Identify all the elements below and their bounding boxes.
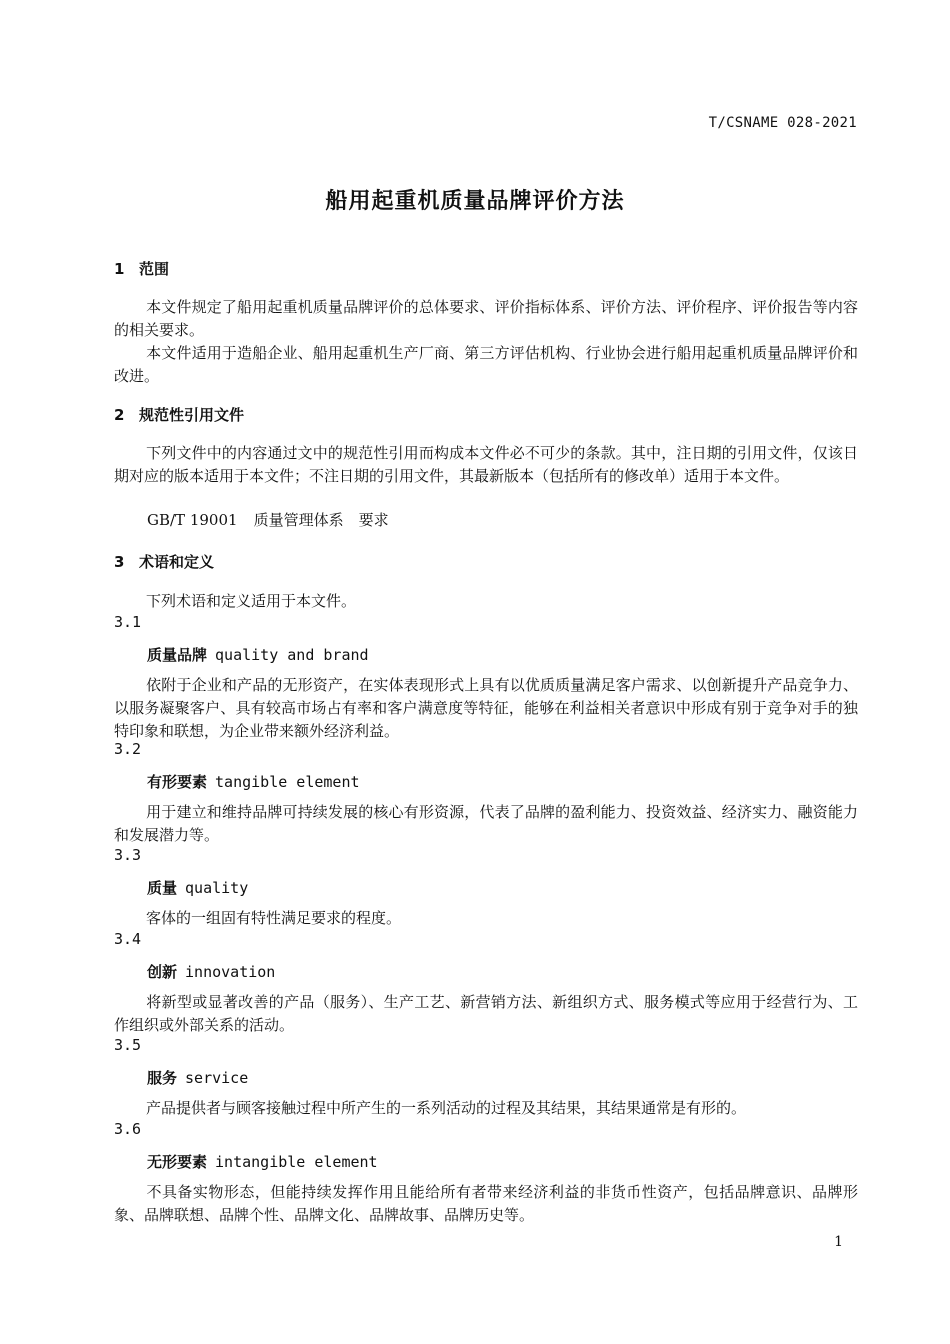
term-3-5 xyxy=(147,1067,248,1088)
section-1-paragraph-1: 本文件规定了船用起重机质量品牌评价的总体要求、评价指标体系、评价方法、评价程序、评价报告等内容的相关要求。 xyxy=(114,298,858,339)
section-1-heading xyxy=(114,258,169,279)
term-3-3 xyxy=(147,877,248,898)
term-definition: 客体的一组固有特性满足要求的程度。 xyxy=(146,909,402,927)
term-chinese: 创新 xyxy=(147,963,178,981)
term-3-6 xyxy=(147,1151,378,1172)
normative-reference xyxy=(147,509,389,530)
section-1-paragraph-2: 本文件适用于造船企业、船用起重机生产厂商、第三方评估机构、行业协会进行船用起重机质量品牌评价和改进。 xyxy=(114,344,858,385)
term-3-4 xyxy=(147,961,275,982)
standard-number: T/CSNAME 028-2021 xyxy=(708,115,857,131)
page-number: 1 xyxy=(834,1234,843,1250)
term-chinese: 质量品牌 xyxy=(147,646,208,664)
clause-number: 3.2 xyxy=(114,740,142,758)
term-chinese: 无形要素 xyxy=(147,1153,208,1171)
term-definition: 用于建立和维持品牌可持续发展的核心有形资源，代表了品牌的盈利能力、投资效益、经济实力、融资能力和发展潜力等。 xyxy=(114,803,858,844)
term-3-1 xyxy=(147,644,369,665)
section-title: 范围 xyxy=(139,260,170,278)
term-english: intangible element xyxy=(215,1153,378,1171)
section-number: 3 xyxy=(114,553,125,571)
section-number: 1 xyxy=(114,260,125,278)
term-english: innovation xyxy=(185,963,276,981)
section-title: 规范性引用文件 xyxy=(139,406,245,424)
section-3-intro: 下列术语和定义适用于本文件。 xyxy=(146,592,357,610)
term-chinese: 质量 xyxy=(147,879,178,897)
term-english: quality and brand xyxy=(215,646,369,664)
clause-number: 3.1 xyxy=(114,613,142,631)
clause-number: 3.3 xyxy=(114,846,142,864)
term-definition: 将新型或显著改善的产品（服务）、生产工艺、新营销方法、新组织方式、服务模式等应用于经营行为、工作组织或外部关系的活动。 xyxy=(114,993,858,1034)
term-definition: 不具备实物形态，但能持续发挥作用且能给所有者带来经济利益的非货币性资产，包括品牌意识、品牌形象、品牌联想、品牌个性、品牌文化、品牌故事、品牌历史等。 xyxy=(114,1183,858,1224)
term-definition: 产品提供者与顾客接触过程中所产生的一系列活动的过程及其结果，其结果通常是有形的。 xyxy=(146,1099,747,1117)
section-number: 2 xyxy=(114,406,125,424)
reference-title: 质量管理体系 要求 xyxy=(253,511,389,529)
term-english: quality xyxy=(185,879,249,897)
term-english: tangible element xyxy=(215,773,360,791)
term-chinese: 服务 xyxy=(147,1069,178,1087)
section-2-paragraph-1: 下列文件中的内容通过文中的规范性引用而构成本文件必不可少的条款。其中，注日期的引用文件，仅该日期对应的版本适用于本文件；不注日期的引用文件，其最新版本（包括所有的修改单）适用于本文件。 xyxy=(114,444,858,485)
section-2-heading xyxy=(114,404,244,425)
clause-number: 3.5 xyxy=(114,1036,142,1054)
term-chinese: 有形要素 xyxy=(147,773,208,791)
clause-number: 3.6 xyxy=(114,1120,142,1138)
term-definition: 依附于企业和产品的无形资产，在实体表现形式上具有以优质质量满足客户需求、以创新提升产品竞争力、以服务凝聚客户、具有较高市场占有率和客户满意度等特征，能够在利益相关者意识中形成有别于竞争对手的独特印象和联想，为企业带来额外经济利益。 xyxy=(114,676,858,740)
clause-number: 3.4 xyxy=(114,930,142,948)
document-title: 船用起重机质量品牌评价方法 xyxy=(325,189,625,214)
reference-code: GB/T 19001 xyxy=(147,511,238,529)
term-english: service xyxy=(185,1069,249,1087)
section-3-heading xyxy=(114,551,214,572)
term-3-2 xyxy=(147,771,360,792)
section-title: 术语和定义 xyxy=(139,553,215,571)
